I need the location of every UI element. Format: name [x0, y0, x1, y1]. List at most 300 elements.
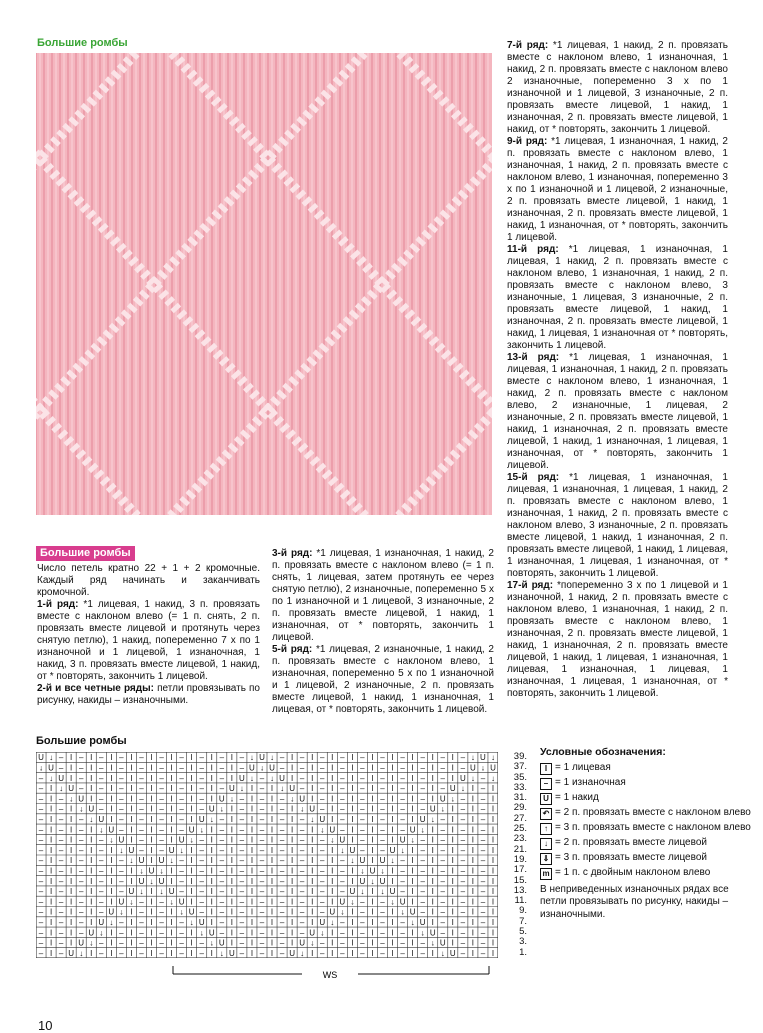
svg-text:↓: ↓: [259, 763, 264, 773]
svg-text:–: –: [299, 753, 305, 763]
svg-text:–: –: [259, 856, 265, 866]
svg-text:I: I: [411, 897, 414, 907]
row-number: 33.: [513, 781, 527, 793]
svg-text:–: –: [159, 825, 164, 835]
svg-text:↓: ↓: [99, 928, 104, 938]
svg-text:I: I: [90, 907, 93, 917]
svg-text:U: U: [429, 928, 436, 938]
svg-text:–: –: [119, 876, 124, 886]
svg-text:I: I: [451, 815, 454, 825]
svg-text:–: –: [480, 815, 486, 825]
svg-text:–: –: [440, 907, 445, 917]
svg-text:I: I: [90, 876, 93, 886]
svg-text:I: I: [391, 784, 394, 794]
svg-text:–: –: [420, 907, 425, 917]
svg-text:I: I: [371, 918, 374, 928]
svg-text:–: –: [380, 928, 385, 938]
svg-text:–: –: [99, 876, 104, 886]
row-number: 3.: [519, 936, 527, 948]
svg-text:U: U: [128, 845, 135, 855]
svg-text:↓: ↓: [239, 784, 244, 794]
svg-text:U: U: [459, 773, 466, 783]
svg-text:I: I: [391, 804, 394, 814]
legend-item: [540, 852, 755, 865]
svg-text:–: –: [239, 918, 245, 928]
svg-text:–: –: [78, 815, 84, 825]
svg-text:–: –: [119, 825, 124, 835]
svg-text:–: –: [340, 753, 345, 763]
svg-text:–: –: [420, 753, 425, 763]
svg-text:I: I: [491, 897, 495, 907]
svg-text:–: –: [159, 897, 164, 907]
svg-text:I: I: [130, 938, 133, 948]
svg-text:U: U: [439, 938, 446, 948]
svg-text:–: –: [440, 815, 445, 825]
svg-text:I: I: [391, 866, 394, 876]
svg-text:–: –: [139, 845, 144, 855]
svg-text:–: –: [78, 897, 84, 907]
svg-text:I: I: [130, 794, 133, 804]
svg-text:–: –: [440, 845, 445, 855]
svg-text:I: I: [290, 897, 294, 907]
svg-text:I: I: [431, 845, 434, 855]
svg-text:–: –: [159, 918, 164, 928]
svg-text:I: I: [491, 815, 495, 825]
svg-text:I: I: [391, 948, 394, 958]
svg-text:–: –: [320, 773, 325, 783]
svg-text:I: I: [391, 773, 394, 783]
svg-text:–: –: [159, 804, 164, 814]
svg-text:I: I: [170, 928, 173, 938]
svg-text:–: –: [259, 928, 265, 938]
svg-text:I: I: [311, 876, 314, 886]
svg-text:–: –: [179, 763, 184, 773]
svg-text:↓: ↓: [490, 753, 495, 763]
svg-text:↓: ↓: [109, 835, 114, 845]
row-11-heading: 11-й ряд:: [507, 244, 559, 255]
svg-text:–: –: [400, 794, 405, 804]
svg-text:I: I: [130, 773, 133, 783]
svg-text:–: –: [259, 938, 265, 948]
row-number: 29.: [513, 802, 527, 814]
svg-text:–: –: [239, 835, 245, 845]
svg-text:–: –: [119, 784, 124, 794]
svg-text:I: I: [290, 928, 294, 938]
svg-text:–: –: [360, 845, 365, 855]
svg-text:I: I: [210, 835, 213, 845]
svg-text:I: I: [391, 753, 394, 763]
svg-text:I: I: [351, 753, 354, 763]
svg-text:–: –: [219, 876, 225, 886]
svg-text:–: –: [420, 856, 425, 866]
svg-text:–: –: [259, 845, 265, 855]
svg-text:↓: ↓: [49, 773, 54, 783]
svg-text:I: I: [170, 866, 173, 876]
svg-text:I: I: [210, 948, 213, 958]
svg-text:↓: ↓: [119, 845, 124, 855]
svg-text:I: I: [451, 804, 454, 814]
svg-text:I: I: [110, 866, 113, 876]
svg-text:I: I: [130, 866, 133, 876]
svg-text:I: I: [371, 763, 374, 773]
svg-text:I: I: [270, 815, 274, 825]
svg-text:I: I: [371, 938, 374, 948]
svg-text:I: I: [331, 753, 334, 763]
svg-text:–: –: [119, 887, 124, 897]
svg-text:I: I: [130, 876, 133, 886]
svg-text:U: U: [490, 763, 496, 773]
svg-text:I: I: [371, 897, 374, 907]
svg-text:U: U: [168, 887, 175, 897]
svg-text:–: –: [239, 753, 245, 763]
svg-text:–: –: [279, 845, 285, 855]
svg-text:–: –: [139, 897, 144, 907]
svg-text:–: –: [340, 876, 345, 886]
svg-text:↓: ↓: [470, 753, 475, 763]
svg-text:–: –: [299, 876, 305, 886]
legend-symbol-icon: m: [540, 868, 552, 880]
svg-text:I: I: [471, 907, 475, 917]
svg-text:–: –: [420, 763, 425, 773]
knitting-chart: [36, 752, 498, 958]
svg-text:↓: ↓: [89, 815, 94, 825]
svg-text:I: I: [190, 763, 193, 773]
svg-text:–: –: [179, 948, 184, 958]
svg-text:–: –: [199, 866, 204, 876]
svg-text:–: –: [179, 856, 184, 866]
svg-text:I: I: [351, 815, 354, 825]
legend-symbol-icon: ↶: [540, 808, 552, 820]
row-15-heading: 15-й ряд:: [507, 472, 560, 483]
svg-text:I: I: [411, 866, 414, 876]
svg-text:↓: ↓: [420, 928, 425, 938]
legend-symbol-icon: ↑: [540, 823, 552, 835]
svg-text:–: –: [239, 794, 245, 804]
svg-text:I: I: [311, 856, 314, 866]
svg-text:–: –: [199, 804, 204, 814]
svg-text:–: –: [259, 948, 265, 958]
svg-text:U: U: [389, 845, 396, 855]
svg-text:–: –: [199, 897, 204, 907]
svg-text:–: –: [239, 928, 245, 938]
svg-text:–: –: [179, 784, 184, 794]
svg-text:–: –: [219, 887, 225, 897]
svg-text:–: –: [99, 773, 104, 783]
svg-text:–: –: [78, 866, 84, 876]
section-title: Большие ромбы: [37, 37, 128, 49]
svg-text:–: –: [320, 763, 325, 773]
row-15-text: *1 лицевая, 1 изнаночная, 1 лицевая, 1 изнаночная, 1 лицевая, 1 накид, 2 п. провязать вместе с наклоном влево, 1 изнаночная, 1 накид, 2 п. провязать вместе с наклоном влево, 3 изнаночные, 2 п. провязать вместе лицевой, 1 накид, 1 изнаночная, 2 п. провязать вместе лицевой, 1 накид, 1 лицевая, 1 изнаночная, 1 лицевая, 1 изнаночная, от * повторять, закончить 1 лицевой.: [507, 472, 728, 579]
svg-text:–: –: [420, 897, 425, 907]
svg-text:–: –: [360, 948, 365, 958]
svg-text:I: I: [170, 948, 173, 958]
svg-text:I: I: [371, 928, 374, 938]
svg-text:I: I: [90, 845, 93, 855]
svg-text:I: I: [110, 784, 113, 794]
row-number: 25.: [513, 823, 527, 835]
svg-text:I: I: [311, 753, 314, 763]
svg-text:I: I: [311, 845, 314, 855]
svg-text:–: –: [320, 794, 325, 804]
svg-text:I: I: [270, 918, 274, 928]
svg-text:I: I: [150, 815, 153, 825]
svg-text:I: I: [70, 773, 73, 783]
svg-text:↓: ↓: [480, 763, 485, 773]
svg-text:–: –: [420, 835, 425, 845]
svg-text:I: I: [150, 773, 153, 783]
svg-text:–: –: [78, 825, 84, 835]
svg-text:I: I: [431, 948, 434, 958]
svg-text:–: –: [320, 887, 325, 897]
svg-text:–: –: [99, 856, 104, 866]
svg-text:–: –: [179, 804, 184, 814]
svg-text:–: –: [259, 866, 265, 876]
row-13-text: *1 лицевая, 1 изнаночная, 1 лицевая, 1 изнаночная, 1 накид, 2 п. провязать вместе с наклоном влево, 1 изнаночная, 1 накид, 2 п. провязать вместе с наклоном влево, 2 изнаночные, 1 лицевая, 2 изнаночные, 2 п. провязать вместе лицевой, 1 накид, 1 изнаночная, 2 п. провязать вместе лицевой, 1 накид, 1 изнаночная, 1 лицевая, 1 изнаночная, от * повторять, закончить 1 лицевой.: [507, 352, 728, 471]
row-17-heading: 17-й ряд:: [507, 580, 554, 591]
svg-text:–: –: [480, 825, 486, 835]
svg-text:I: I: [110, 753, 113, 763]
svg-text:↓: ↓: [280, 784, 285, 794]
row-number: 7.: [519, 915, 527, 927]
svg-text:I: I: [331, 773, 334, 783]
svg-text:I: I: [250, 907, 254, 917]
svg-text:↓: ↓: [149, 876, 154, 886]
svg-text:–: –: [119, 918, 124, 928]
svg-text:↓: ↓: [310, 815, 315, 825]
svg-text:I: I: [471, 825, 475, 835]
svg-text:I: I: [290, 918, 294, 928]
svg-text:–: –: [360, 897, 365, 907]
svg-text:–: –: [259, 876, 265, 886]
svg-text:I: I: [311, 887, 314, 897]
svg-text:I: I: [70, 907, 73, 917]
svg-text:I: I: [49, 907, 53, 917]
svg-text:↓: ↓: [199, 825, 204, 835]
svg-text:–: –: [38, 948, 44, 958]
svg-text:↓: ↓: [340, 845, 345, 855]
svg-text:–: –: [480, 897, 486, 907]
svg-text:I: I: [311, 866, 314, 876]
svg-text:–: –: [58, 928, 64, 938]
svg-text:I: I: [290, 856, 294, 866]
svg-text:↓: ↓: [169, 856, 174, 866]
svg-text:I: I: [210, 773, 213, 783]
svg-text:–: –: [159, 938, 164, 948]
svg-text:–: –: [480, 938, 486, 948]
svg-text:↓: ↓: [470, 773, 475, 783]
svg-text:U: U: [349, 845, 356, 855]
svg-text:I: I: [210, 825, 213, 835]
svg-text:–: –: [440, 887, 445, 897]
svg-text:I: I: [431, 825, 434, 835]
legend-symbol-icon: ⇓: [540, 853, 552, 865]
svg-text:–: –: [139, 907, 144, 917]
svg-text:I: I: [311, 794, 314, 804]
svg-text:–: –: [299, 835, 305, 845]
svg-text:I: I: [351, 866, 354, 876]
svg-text:–: –: [58, 825, 64, 835]
svg-text:–: –: [420, 876, 425, 886]
svg-text:U: U: [299, 794, 306, 804]
svg-text:↓: ↓: [189, 835, 194, 845]
svg-text:–: –: [239, 856, 245, 866]
svg-text:I: I: [70, 897, 73, 907]
svg-text:I: I: [49, 804, 53, 814]
svg-text:I: I: [170, 804, 173, 814]
svg-text:I: I: [491, 918, 495, 928]
svg-text:I: I: [190, 753, 193, 763]
svg-text:I: I: [411, 815, 414, 825]
svg-text:–: –: [239, 804, 245, 814]
svg-text:–: –: [179, 928, 184, 938]
svg-text:I: I: [451, 876, 454, 886]
svg-text:–: –: [179, 815, 184, 825]
svg-text:I: I: [371, 835, 374, 845]
svg-text:I: I: [190, 794, 193, 804]
svg-text:I: I: [150, 753, 153, 763]
svg-text:↓: ↓: [219, 804, 224, 814]
row-number: 5.: [519, 926, 527, 938]
svg-text:↓: ↓: [420, 825, 425, 835]
svg-text:–: –: [219, 835, 225, 845]
svg-text:↓: ↓: [300, 804, 305, 814]
svg-text:I: I: [491, 876, 495, 886]
svg-text:U: U: [218, 794, 225, 804]
svg-text:I: I: [290, 876, 294, 886]
svg-text:–: –: [179, 866, 184, 876]
svg-text:–: –: [279, 835, 285, 845]
svg-text:–: –: [340, 928, 345, 938]
svg-text:I: I: [371, 815, 374, 825]
svg-text:–: –: [99, 897, 104, 907]
svg-text:–: –: [38, 794, 44, 804]
svg-text:I: I: [170, 763, 173, 773]
svg-text:–: –: [299, 845, 305, 855]
svg-text:↓: ↓: [360, 866, 365, 876]
svg-text:I: I: [331, 938, 334, 948]
svg-text:U: U: [158, 876, 165, 886]
svg-text:–: –: [480, 794, 486, 804]
svg-text:–: –: [119, 856, 124, 866]
svg-text:I: I: [351, 928, 354, 938]
svg-text:I: I: [230, 835, 233, 845]
svg-text:I: I: [49, 835, 53, 845]
svg-text:U: U: [108, 825, 115, 835]
svg-text:–: –: [440, 784, 445, 794]
legend-text: = 3 п. провязать вместе с наклоном влево: [555, 821, 751, 833]
svg-text:↓: ↓: [189, 918, 194, 928]
svg-text:I: I: [311, 784, 314, 794]
svg-text:I: I: [431, 887, 434, 897]
svg-text:I: I: [270, 866, 274, 876]
svg-text:I: I: [391, 907, 394, 917]
svg-text:I: I: [431, 876, 434, 886]
svg-text:I: I: [230, 866, 233, 876]
legend-note: В неприведенных изнаночных рядах все петли провязывать по рисунку, накиды – изнаночными.: [540, 883, 729, 920]
svg-text:I: I: [70, 866, 73, 876]
svg-text:I: I: [411, 856, 414, 866]
svg-text:I: I: [491, 948, 495, 958]
svg-text:U: U: [419, 815, 426, 825]
svg-text:U: U: [379, 856, 386, 866]
svg-text:I: I: [230, 763, 233, 773]
svg-text:–: –: [199, 794, 204, 804]
svg-text:–: –: [99, 784, 104, 794]
svg-text:–: –: [299, 887, 305, 897]
svg-text:–: –: [320, 938, 325, 948]
svg-text:–: –: [159, 948, 164, 958]
svg-text:–: –: [320, 784, 325, 794]
svg-text:I: I: [210, 918, 213, 928]
svg-text:–: –: [239, 825, 245, 835]
svg-text:I: I: [371, 887, 374, 897]
svg-text:↓: ↓: [249, 753, 254, 763]
svg-text:I: I: [491, 804, 495, 814]
svg-text:–: –: [340, 887, 345, 897]
svg-text:I: I: [270, 897, 274, 907]
svg-text:I: I: [351, 763, 354, 773]
svg-text:–: –: [299, 897, 305, 907]
row-2-text: петли провязывать по рисунку, накиды – изнаночными.: [37, 683, 260, 706]
svg-text:U: U: [329, 907, 336, 917]
svg-text:–: –: [480, 948, 486, 958]
svg-text:I: I: [471, 918, 475, 928]
svg-text:I: I: [431, 866, 434, 876]
svg-text:–: –: [400, 876, 405, 886]
svg-text:I: I: [170, 825, 173, 835]
svg-text:I: I: [250, 845, 254, 855]
svg-text:U: U: [98, 918, 105, 928]
legend-title: Условные обозначения:: [540, 746, 666, 758]
row-numbers: [505, 752, 527, 958]
svg-text:I: I: [130, 948, 133, 958]
svg-text:–: –: [480, 804, 486, 814]
svg-text:I: I: [90, 773, 93, 783]
svg-text:I: I: [90, 794, 93, 804]
svg-text:I: I: [170, 876, 173, 886]
svg-text:–: –: [119, 938, 124, 948]
svg-text:–: –: [139, 794, 144, 804]
svg-text:–: –: [400, 948, 405, 958]
svg-text:I: I: [49, 948, 53, 958]
svg-text:–: –: [139, 784, 144, 794]
svg-text:–: –: [179, 794, 184, 804]
svg-text:–: –: [159, 763, 164, 773]
svg-text:–: –: [199, 784, 204, 794]
svg-text:I: I: [471, 897, 475, 907]
svg-text:–: –: [320, 897, 325, 907]
svg-text:I: I: [491, 835, 495, 845]
svg-text:I: I: [391, 876, 394, 886]
svg-text:I: I: [311, 948, 314, 958]
svg-text:I: I: [49, 856, 53, 866]
svg-text:–: –: [179, 938, 184, 948]
svg-text:–: –: [78, 845, 84, 855]
svg-text:I: I: [270, 938, 274, 948]
row-number: 31.: [513, 792, 527, 804]
svg-text:–: –: [99, 845, 104, 855]
svg-text:↓: ↓: [109, 918, 114, 928]
svg-text:I: I: [391, 918, 394, 928]
svg-text:↓: ↓: [209, 815, 214, 825]
svg-text:–: –: [320, 907, 325, 917]
svg-text:–: –: [179, 887, 184, 897]
legend-text: = 1 п. с двойным наклоном влево: [555, 866, 711, 878]
svg-text:I: I: [190, 845, 193, 855]
svg-text:U: U: [409, 907, 416, 917]
row-number: 17.: [513, 864, 527, 876]
svg-text:–: –: [299, 825, 305, 835]
